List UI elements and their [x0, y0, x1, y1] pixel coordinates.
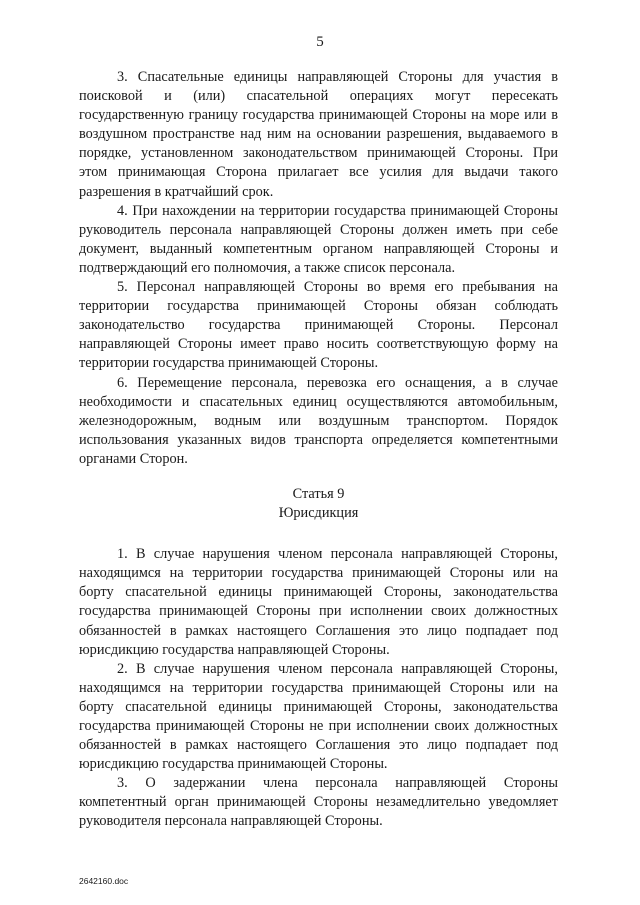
- article-title: Юрисдикция: [278, 505, 359, 522]
- file-name-footer: 2642160.doc: [79, 876, 129, 886]
- jurisdiction-paragraph-3: 3. О задержании члена персонала направляющей Стороны компетентный орган принимающей Стороны незамедлительно уведомляет руководителя персонала направляющей Стороны.: [79, 775, 558, 830]
- article-heading: [79, 485, 558, 523]
- paragraph-5: 5. Персонал направляющей Стороны во время его пребывания на территории государства принимающей Стороны обязан соблюдать законодательство государства принимающей Стороны. Персонал направляющей Стороны имеет право носить соответствующую форму на территории государства принимающей Стороны.: [79, 279, 558, 372]
- jurisdiction-paragraph-1: 1. В случае нарушения членом персонала направляющей Стороны, находящимся на территории государства принимающей Стороны или на борту спасательной единицы принимающей Стороны, законодательства государства принимающей Стороны при исполнении своих должностных обязанностей в рамках настоящего Соглашения это лицо подпадает под юрисдикцию государства направляющей Стороны.: [79, 546, 558, 658]
- article-number: Статья 9: [292, 485, 345, 502]
- paragraph-6: 6. Перемещение персонала, перевозка его оснащения, а в случае необходимости и спасательных единиц осуществляются автомобильным, железнодорожным, водным или воздушным транспортом. Порядок использования указанных видов транспорта определяется компетентными органами Сторон.: [79, 374, 558, 467]
- paragraph-4: 4. При нахождении на территории государства принимающей Стороны руководитель персонала направляющей Стороны должен иметь при себе документ, выданный компетентным органом направляющей Стороны и подтверждающий его полномочия, а также список персонала.: [79, 202, 558, 276]
- page-number: 5: [316, 34, 324, 50]
- jurisdiction-paragraph-2: 2. В случае нарушения членом персонала направляющей Стороны, находящимся на территории государства принимающей Стороны или на борту спасательной единицы принимающей Стороны, законодательства государства принимающей Стороны не при исполнении своих должностных обязанностей в рамках настоящего Соглашения это лицо подпадает под юрисдикцию государства принимающей Стороны.: [79, 660, 558, 773]
- paragraph-3: 3. Спасательные единицы направляющей Стороны для участия в поисковой и (или) спасательной операциях могут пересекать государственную границу государства принимающей Стороны на море или в воздушном пространстве над ним на основании разрешения, выдаваемого в порядке, установленном законодательством принимающей Стороны. При этом принимающая Сторона прилагает все усилия для выдачи такого разрешения в кратчайший срок.: [79, 69, 558, 200]
- document-body: [79, 68, 558, 832]
